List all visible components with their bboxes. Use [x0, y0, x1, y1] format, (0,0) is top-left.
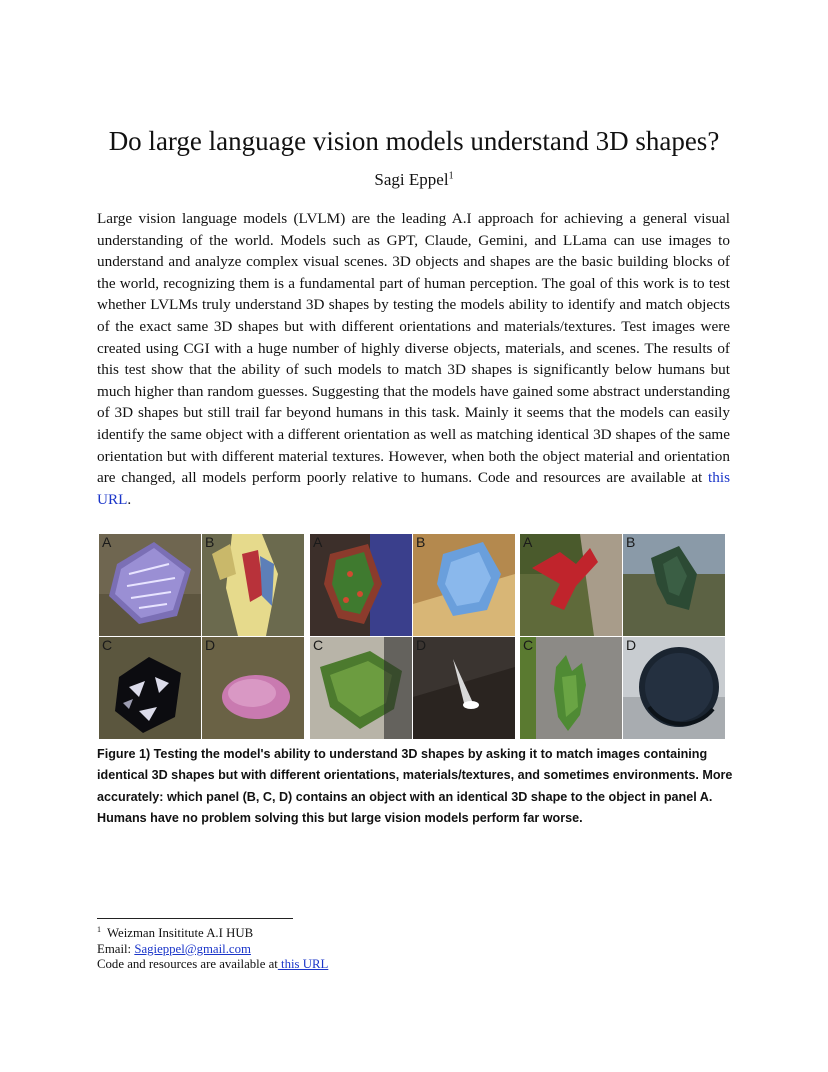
code-url-link[interactable]: this URL	[277, 957, 329, 971]
abstract-url-link[interactable]: this URL	[97, 469, 730, 508]
figure-caption: Figure 1) Testing the model's ability to understand 3D shapes by asking it to match images containing identical 3D shapes but with different orientations, materials/textures, and sometimes environments. More accurately: which panel (B, C, D) contains an object with an identical 3D shape to the object in panel A. Humans have no problem solving this but large vision models perform far worse.	[97, 747, 733, 826]
email-label: Email:	[97, 941, 135, 956]
abstract-end: .	[127, 490, 132, 508]
author-line	[0, 169, 828, 191]
code-text: Code and resources are available at	[97, 957, 278, 971]
figure-1	[99, 534, 726, 739]
affiliation-mark: 1	[448, 170, 454, 182]
panel-label-b: B	[626, 534, 636, 550]
abstract	[97, 208, 730, 510]
panel-c-image	[99, 637, 201, 739]
panel-label-a: A	[523, 534, 533, 550]
panel-c-image	[520, 637, 622, 739]
abstract-text: Large vision language models (LVLM) are the leading A.I approach for achieving a general visual understanding of the world. Models such as GPT, Claude, Gemini, and LLama can use images to understand and analyze complex visual scenes. 3D objects and shapes are the basic building blocks of the world, recognizing them is a fundamental part of human perception. The goal of this work is to test whether LVLMs truly understand 3D shapes by testing the models ability to identify and match objects of the exact same 3D shapes but with different orientations and materials/textures. Test images were created using CGI with a huge number of highly diverse objects, materials, and scenes. The results of this test show that the ability of such models to match 3D shapes is significantly below humans but much higher than random guesses. Suggesting that the models have gained some abstract understanding of 3D shapes but still trail far beyond humans in this task. Mainly it seems that the models can easily identify the same object with a different orientation as well as matching identical 3D shapes of the same orientation but with different material textures. However, when both the object material and orientation are changed, all models perform poorly relative to humans. Code and resources are available at	[97, 210, 730, 487]
panel-b-image	[623, 534, 725, 636]
example-group-2	[310, 534, 515, 739]
panel-a-image	[99, 534, 201, 636]
panel-a-image	[310, 534, 412, 636]
panel-label-d: D	[626, 637, 637, 653]
footnote-affiliation	[97, 926, 697, 942]
panel-label-b: B	[205, 534, 215, 550]
paper-title: Do large language vision models understand 3D shapes?	[108, 126, 720, 156]
footnote-code	[97, 957, 697, 973]
panel-label-b: B	[416, 534, 426, 550]
panel-label-a: A	[313, 534, 323, 550]
panel-label-d: D	[205, 637, 216, 653]
panel-label-c: C	[102, 637, 113, 653]
footnotes	[97, 926, 697, 973]
example-group-3	[520, 534, 725, 739]
panel-b-image	[413, 534, 515, 636]
panel-label-c: C	[523, 637, 534, 653]
example-group-1	[99, 534, 304, 739]
email-link[interactable]: Sagieppel@gmail.com	[134, 941, 251, 956]
affiliation-text: Weizman Insititute A.I HUB	[107, 926, 254, 940]
panel-b-image	[202, 534, 304, 636]
panel-c-image	[310, 637, 412, 739]
panel-label-d: D	[416, 637, 427, 653]
author-name: Sagi Eppel	[374, 170, 449, 189]
footnote-divider	[97, 918, 293, 919]
panel-d-image	[623, 637, 725, 739]
panel-d-image	[413, 637, 515, 739]
footnote-mark: 1	[97, 924, 101, 934]
panel-label-a: A	[102, 534, 112, 550]
footnote-email	[97, 942, 697, 958]
panel-d-image	[202, 637, 304, 739]
panel-label-c: C	[313, 637, 324, 653]
panel-a-image	[520, 534, 622, 636]
